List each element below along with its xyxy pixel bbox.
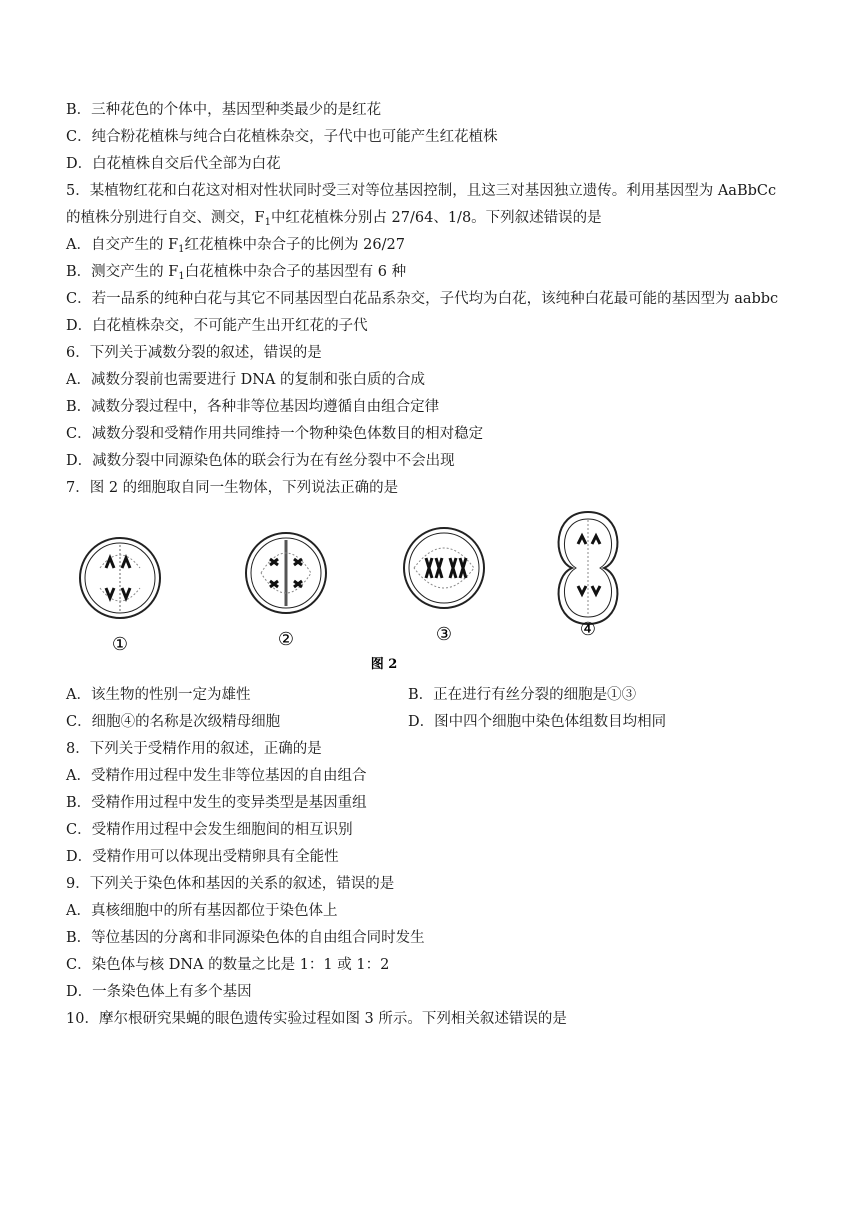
subscript: 1 [178, 244, 185, 255]
q9-option-c: C．染色体与核 DNA 的数量之比是 1：1 或 1：2 [66, 957, 390, 973]
q4-option-c: C．纯合粉花植株与纯合白花植株杂交，子代中也可能产生红花植株 [66, 129, 498, 145]
q7-option-a: A．该生物的性别一定为雄性 [66, 687, 251, 703]
q5-stem-line2-post: 中红花植株分别占 27/64、1/8。下列叙述错误的是 [270, 210, 602, 226]
q7-option-c: C．细胞④的名称是次级精母细胞 [66, 714, 281, 730]
subscript: 1 [264, 217, 271, 228]
q9-option-a: A．真核细胞中的所有基因都位于染色体上 [66, 903, 338, 919]
q8-option-b: B．受精作用过程中发生的变异类型是基因重组 [66, 795, 367, 811]
q5-option-a [66, 236, 405, 259]
cell-label-4: ④ [579, 619, 597, 640]
cell-3-drawing [404, 528, 484, 608]
cell-division-diagram [60, 508, 640, 674]
q8-option-c: C．受精作用过程中会发生细胞间的相互识别 [66, 822, 353, 838]
q9-option-b: B．等位基因的分离和非同源染色体的自由组合同时发生 [66, 930, 425, 946]
q5-option-a-pre: A．自交产生的 F [66, 237, 179, 253]
q9-option-d: D．一条染色体上有多个基因 [66, 984, 252, 1000]
cell-2-drawing [246, 533, 326, 613]
q6-option-a: A．减数分裂前也需要进行 DNA 的复制和张白质的合成 [66, 372, 425, 388]
cell-1-drawing [80, 538, 160, 618]
q7-options-row2 [66, 713, 667, 731]
q8-stem: 8．下列关于受精作用的叙述，正确的是 [66, 741, 322, 757]
q5-option-c: C．若一品系的纯种白花与其它不同基因型白花品系杂交，子代均为白花，该纯种白花最可能的基因型为 aabbc [66, 291, 779, 307]
cell-label-3: ③ [435, 624, 453, 645]
q8-option-a: A．受精作用过程中发生非等位基因的自由组合 [66, 768, 367, 784]
q5-option-b-post: 白花植株中杂合子的基因型有 6 种 [184, 264, 407, 280]
q8-option-d: D．受精作用可以体现出受精卵具有全能性 [66, 849, 339, 865]
q6-option-d: D．减数分裂中同源染色体的联会行为在有丝分裂中不会出现 [66, 453, 455, 469]
q5-option-b-pre: B．测交产生的 F [66, 264, 179, 280]
q5-option-d: D．白花植株杂交，不可能产生出开红花的子代 [66, 318, 368, 334]
q7-option-d: D．图中四个细胞中染色体组数目均相同 [408, 714, 667, 730]
q5-option-b [66, 263, 406, 286]
cell-label-1: ① [111, 634, 129, 655]
q5-stem-line1: 5．某植物红花和白花这对相对性状同时受三对等位基因控制，且这三对基因独立遗传。利用基因型为 AaBbCc [66, 183, 777, 199]
cell-4-drawing [559, 512, 618, 624]
q5-stem-line2-pre: 的植株分别进行自交、测交，F [66, 210, 265, 226]
figure-2 [60, 508, 640, 674]
q5-option-a-post: 红花植株中杂合子的比例为 26/27 [184, 237, 405, 253]
q7-option-b: B．正在进行有丝分裂的细胞是①③ [408, 687, 637, 703]
q7-stem: 7．图 2 的细胞取自同一生物体，下列说法正确的是 [66, 480, 399, 496]
subscript: 1 [178, 271, 185, 282]
q6-option-c: C．减数分裂和受精作用共同维持一个物种染色体数目的相对稳定 [66, 426, 484, 442]
cell-label-2: ② [277, 629, 295, 650]
figure-caption: 图 2 [370, 657, 398, 672]
q5-stem-line2 [66, 209, 602, 232]
q10-stem: 10．摩尔根研究果蝇的眼色遗传实验过程如图 3 所示。下列相关叙述错误的是 [66, 1011, 567, 1027]
q7-options-row1 [66, 686, 637, 704]
q9-stem: 9．下列关于染色体和基因的关系的叙述，错误的是 [66, 876, 395, 892]
q6-option-b: B．减数分裂过程中，各种非等位基因均遵循自由组合定律 [66, 399, 440, 415]
q4-option-b: B．三种花色的个体中，基因型种类最少的是红花 [66, 102, 382, 118]
q6-stem: 6．下列关于减数分裂的叙述，错误的是 [66, 345, 322, 361]
q4-option-d: D．白花植株自交后代全部为白花 [66, 156, 281, 172]
